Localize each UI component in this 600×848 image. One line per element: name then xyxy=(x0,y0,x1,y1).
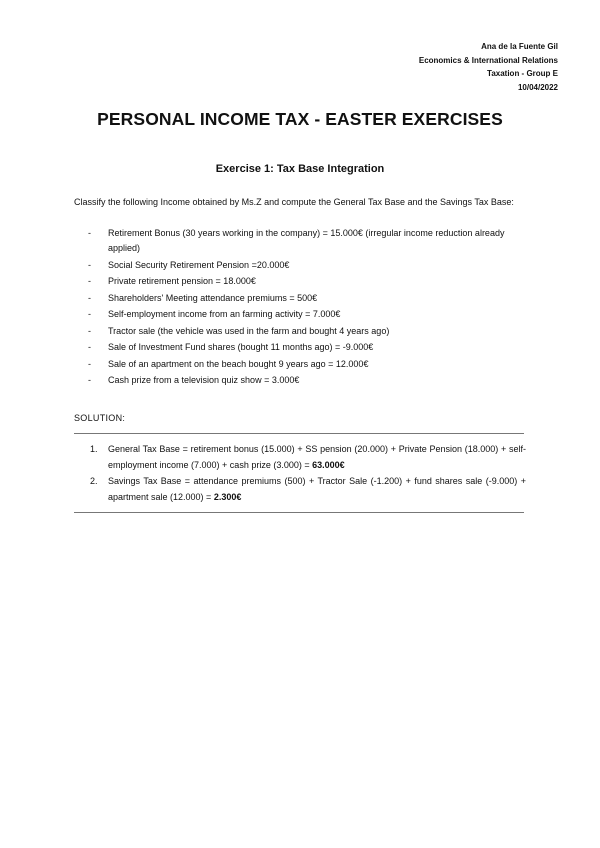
list-item: - Private retirement pension = 18.000€ xyxy=(88,276,256,286)
solution-item-general: 1. General Tax Base = retirement bonus (15.000) + SS pension (20.000) + Private Pension (18.000) + self-employment income (7.000) + cash prize (3.000) = 63.000€ xyxy=(90,444,526,470)
list-item: - Social Security Retirement Pension =20.000€ xyxy=(88,259,290,270)
program-name: Economics & International Relations xyxy=(418,55,558,65)
page-title: PERSONAL INCOME TAX - EASTER EXERCISES xyxy=(97,109,503,129)
author-header xyxy=(419,40,558,94)
list-item: - Self-employment income from an farming activity = 7.000€ xyxy=(88,309,341,319)
list-item: - Shareholders' Meeting attendance premiums = 500€ xyxy=(88,292,318,303)
exercise-heading: Exercise 1: Tax Base Integration xyxy=(215,163,385,175)
course-name: Taxation - Group E xyxy=(487,69,558,78)
list-item: - Sale of Investment Fund shares (bought 11 months ago) = -9.000€ xyxy=(88,342,374,352)
list-item: - Cash prize from a television quiz show = 3.000€ xyxy=(88,375,300,385)
divider-bottom xyxy=(74,512,524,513)
solution-item-savings: 2. Savings Tax Base = attendance premiums (500) + Tractor Sale (-1.200) + fund shares sale (-9.000) + apartment sale (12.000) = 2.300€ xyxy=(90,476,526,502)
exercise-intro: Classify the following Income obtained by Ms.Z and compute the General Tax Base and the Savings Tax Base: xyxy=(74,197,514,207)
author-name: Ana de la Fuente Gil xyxy=(481,42,558,51)
divider-top xyxy=(74,433,524,434)
document-date: 10/04/2022 xyxy=(517,82,558,92)
list-item: - Retirement Bonus (30 years working in the company) = 15.000€ (irregular income reduction already applied) xyxy=(88,228,505,253)
list-item: - Tractor sale (the vehicle was used in the farm and bought 4 years ago) xyxy=(88,325,390,336)
general-tax-base-result: 63.000€ xyxy=(312,460,345,470)
savings-tax-base-result: 2.300€ xyxy=(213,492,242,502)
list-item: - Sale of an apartment on the beach bought 9 years ago = 12.000€ xyxy=(88,358,369,369)
solution-label: SOLUTION: xyxy=(74,413,126,423)
income-list xyxy=(88,226,526,390)
solution-list xyxy=(90,441,526,505)
